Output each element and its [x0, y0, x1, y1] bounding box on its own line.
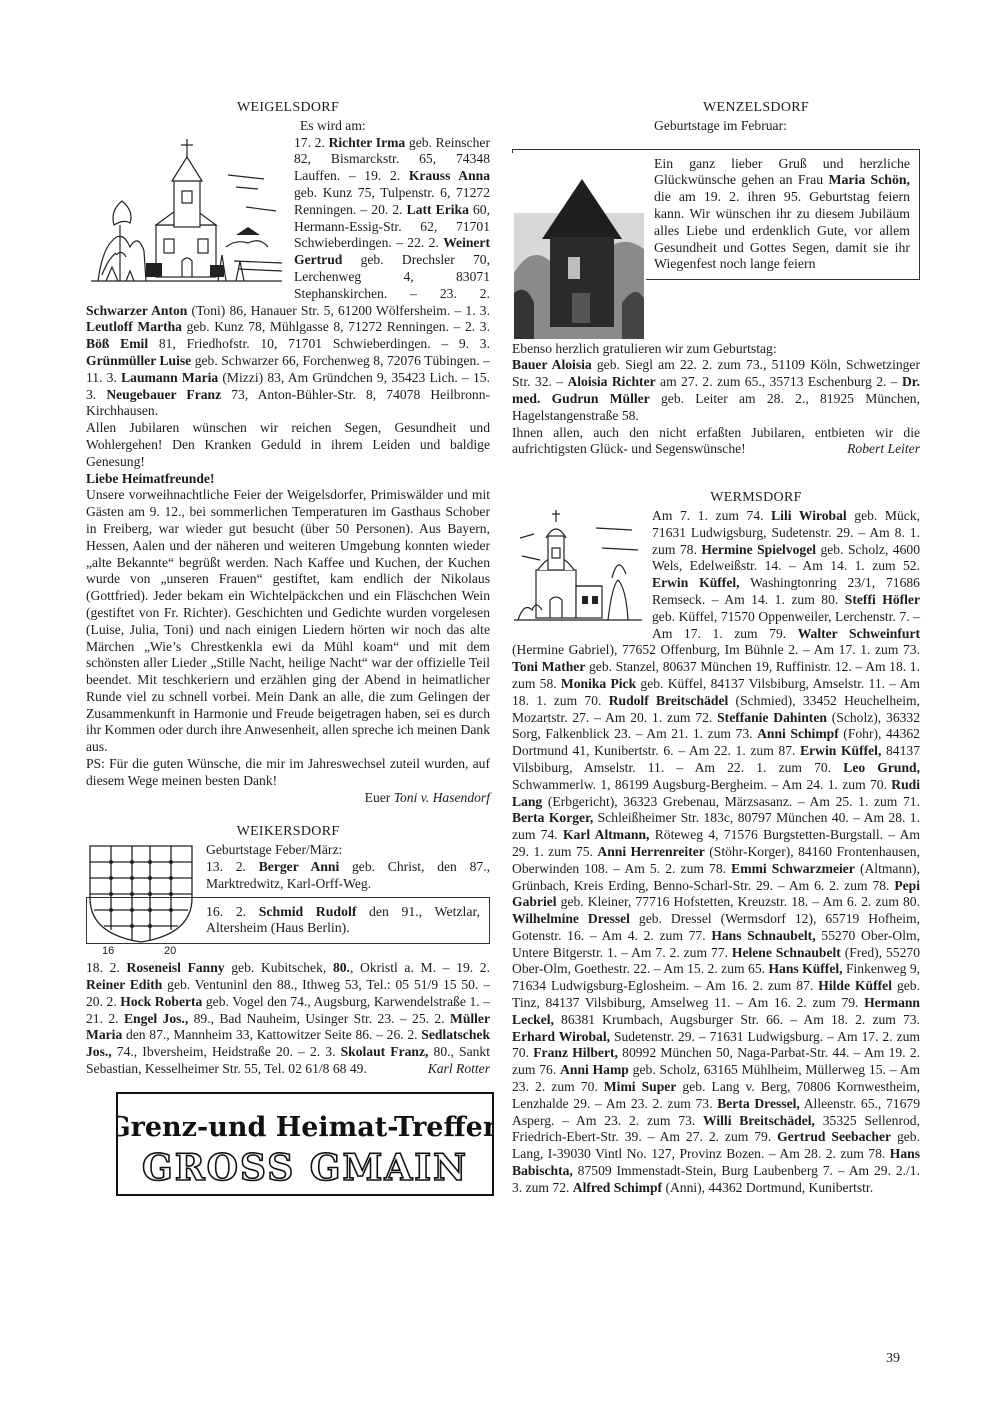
weigelsdorf-signature-line	[86, 790, 490, 807]
wenzelsdorf-closing: Ihnen allen, auch den nicht erfaßten Jubilaren, entbieten wir die aufrichtigsten Glück- und Segenswünsche! Robert Leiter	[512, 424, 920, 457]
weikersdorf-intro: Geburtstage Feber/März:	[206, 842, 343, 858]
wenzelsdorf-section	[512, 100, 920, 458]
weigelsdorf-heading: WEIGELSDORF	[236, 100, 340, 115]
weikersdorf-heading: WEIKERSDORF	[236, 824, 340, 840]
weikersdorf-crest	[86, 842, 196, 958]
weikersdorf-signature: Karl Rotter	[427, 1061, 490, 1077]
wenzelsdorf-signature: Robert Leiter	[847, 441, 920, 457]
banner-artwork	[118, 1094, 492, 1194]
weigelsdorf-section	[86, 100, 490, 806]
wermsdorf-birthday-list: Am 7. 1. zum 74. Lili Wirobal geb. Mück, 71631 Ludwigsburg, Sudetenstr. 29. – Am 8. 1. zum 78. Hermine Spielvogel geb. Scholz, 4600 Wels, Edelweißstr. 14. – Am 14. 1. zum 52. Erwin Küffel, Washingtonring 23/1, 71686 Remseck. – Am 14. 1. zum 80. Steffi Höfler geb. Küffel, 71570 Oppenweiler, Lerchenstr. 7. – Am 17. 1. zum 79. Walter Schweinfurt (Hermine Gabriel), 77652 Offenburg, Im Bühnle 2. – Am 17. 1. zum 73. Toni Mather geb. Stanzel, 80637 München 19, Ruffinistr. 12. – Am 18. 1. zum 58. Monika Pick geb. Küffel, 84137 Vilsbiburg, Amselstr. 11. – Am 18. 1. zum 70. Rudolf Breitschädel (Schmied), 33452 Heuchelheim, Mozartstr. 27. – Am 20. 1. zum 72. Steffanie Dahinten (Scholz), 36332 Sorg, Falkenblick 23. – Am 21. 1. zum 73. Anni Schimpf (Fohr), 44362 Dortmund 41, Kunibertstr. 6. – Am 22. 1. zum 87. Erwin Küffel, 84137 Vilsbiburg, Amselstr. 11. – Am 22. 1. zum 70. Leo Grund, Schwammerlw. 1, 86199 Augsburg-Bergheim. – Am 24. 1. zum 70. Rudi Lang (Erbgericht), 36323 Grebenau, Märzsasanz. – Am 25. 1. zum 71. Berta Korger, Schleißheimer Str. 183c, 80797 München 40. – Am 28. 1. zum 74. Karl Altmann, Röteweg 4, 71576 Burgstetten-Burgstall. – Am 29. 1. zum 75. Anni Herrenreiter (Stöhr-Korger), 84160 Frontenhausen, Oberwinden 108. – Am 5. 2. zum 78. Emmi Schwarzmeier (Altmann), Grünbach, Kreis Erding, Benno-Scharl-Str. 29. – Am 6. 2. zum 78. Pepi Gabriel geb. Kleiner, 77716 Hofstetten, Kreuzstr. 18. – Am 6. 2. zum 80. Wilhelmine Dressel geb. Dressel (Wermsdorf 12), 65719 Hofheim, Gotenstr. 16. – Am 4. 2. zum 77. Hans Schnaubelt, 55270 Ober-Olm, Untere Bitgerstr. 1. – Am 7. 2. zum 77. Helene Schnaubelt (Fred), 55270 Ober-Olm, Goethestr. 22. – Am 15. 2. zum 65. Hans Küffel, Finkenweg 9, 71634 Ludwigsburg-Eglosheim. – Am 16. 2. zum 87. Hilde Küffel geb. Tinz, 84137 Vilsbiburg, Amselweg 11. – Am 16. 2. zum 79. Hermann Leckel, 86381 Krumbach, Augsburger Str. 66. – Am 18. 2. zum 73. Erhard Wirobal, Sudetenstr. 29. – 71631 Ludwigsburg. – Am 17. 2. zum 70. Franz Hilbert, 80992 München 50, Naga-Parbat-Str. 44. – Am 19. 2. zum 76. Anni Hamp geb. Scholz, 63165 Mühlheim, Müllerweg 15. – Am 23. 2. zum 70. Mimi Super geb. Lang v. Berg, 70806 Kornwestheim, Lenzhalde 29. – Am 23. 2. zum 73. Berta Dressel, Alleenstr. 65., 71679 Asperg. – Am 23. 2. zum 73. Willi Breitschädel, 35325 Sellenrod, Friedrich-Ebert-Str. 39. – Am 27. 2. zum 79. Gertrud Seebacher geb. Lang, I-39030 Vintl No. 127, Provinz Bozen. – Am 28. 2. zum 78. Hans Babischta, 87509 Immenstadt-Stein, Burg Laubenberg 7. – Am 29. 2./1. 3. zum 72. Alfred Schimpf (Anni), 44362 Dortmund, Kunibertstr.	[512, 507, 921, 1195]
weikersdorf-top	[86, 842, 490, 960]
weigelsdorf-wishes: Allen Jubilaren wünschen wir reichen Segen, Gesundheit und Wohlergehen! Den Kranken Geduld in ihrem Leiden und baldige Genesung!	[86, 420, 490, 469]
wenzelsdorf-highlight-box: Ein ganz lieber Gruß und herzliche Glückwünsche gehen an Frau Maria Schön, die am 19. 2. ihren 95. Geburtstag feiern kann. Wir wünschen ihr zu diesem Jubiläum alles Liebe und erdenklich Gute, vor allem Gesundheit und Gottes Segen, damit sie ihr Wiegenfest noch lange feiern	[512, 149, 920, 281]
wenzelsdorf-heading: WENZELSDORF	[703, 100, 809, 115]
banner-line-2: GROSS GMAIN	[141, 1146, 469, 1189]
weigelsdorf-signature-prefix: Euer	[364, 789, 394, 805]
weikersdorf-highlight-box: 16. 2. Schmid Rudolf den 91., Wetzlar, Altersheim (Haus Berlin).	[86, 897, 490, 945]
grenz-heimat-treffen-banner	[116, 1092, 494, 1196]
wermsdorf-church-illustration	[512, 508, 644, 624]
page-number: 39	[886, 1351, 900, 1366]
crest-year-left: 16	[102, 945, 115, 958]
wermsdorf-section	[512, 490, 920, 1196]
weigelsdorf-intro: Es wird am:	[300, 117, 366, 133]
weigelsdorf-church-illustration	[86, 135, 286, 287]
crest-year-right: 20	[164, 945, 177, 958]
right-column	[512, 100, 920, 1197]
weigelsdorf-signature: Toni v. Hasendorf	[393, 789, 490, 805]
weikersdorf-section	[86, 824, 490, 1077]
banner-line-1: Grenz-und Heimat-Treffen	[118, 1111, 492, 1143]
left-column	[86, 100, 490, 1196]
weigelsdorf-birthday-list: 17. 2. Richter Irma geb. Reinscher 82, Bismarckstr. 65, 74348 Lauffen. – 19. 2. Krauss Anna geb. Kunz 75, Tulpenstr. 6, 71272 Renningen. – 20. 2. Latt Erika 60, Hermann-Essig-Str. 62, 71701 Schwieberdingen. – 22. 2. Weinert Gertrud geb. Drechsler 70, Lerchenweg 4, 83071 Stephanskirchen. – 23. 2. Schwarzer Anton (Toni) 86, Hanauer Str. 5, 61200 Wölfersheim. – 1. 3. Leutloff Martha geb. Kunz 78, Mühlgasse 8, 71272 Renningen. – 2. 3. Böß Emil 81, Friedhofstr. 10, 71701 Schwieberdingen. – 9. 3. Grünmüller Luise geb. Schwarzer 66, Forchenweg 8, 72076 Tübingen. – 11. 3. Laumann Maria (Mizzi) 83, Am Gründchen 9, 35423 Lich. – 15. 3. Neugebauer Franz 73, Anton-Bühler-Str. 8, 74078 Heilbronn-Kirchhausen.	[86, 134, 491, 419]
weigelsdorf-birthdays	[86, 135, 490, 421]
weikersdorf-birthday-list: 18. 2. Roseneisl Fanny geb. Kubitschek, 80., Okristl a. M. – 19. 2. Reiner Edith geb. Ventuninl den 88., Ithweg 53, Tel.: 05 51/9 15 50. – 20. 2. Hock Roberta geb. Vogel den 74., Augsburg, Karwendelstraße 1. – 21. 2. Engel Jos., 89., Bad Nauheim, Usinger Str. 23. – 25. 2. Müller Maria den 87., Mannheim 33, Kattowitzer Seite 86. – 26. 2. Sedlatschek Jos., 74., Ibversheim, Heidstraße 20. – 2. 3. Skolaut Franz, 80., Sankt Sebastian, Kesselheimer Str. 55, Tel. 02 61/8 68 49. Karl Rotter	[86, 960, 491, 1077]
weikersdorf-first-birthday: 13. 2. Berger Anni geb. Christ, den 87., Marktredwitz, Karl-Orff-Weg.	[206, 859, 490, 891]
weigelsdorf-ps: PS: Für die guten Wünsche, die mir im Jahreswechsel zuteil wurden, auf diesem Wege meinen besten Dank!	[86, 756, 490, 788]
weigelsdorf-letter: Unsere vorweihnachtliche Feier der Weigelsdorfer, Primiswälder und mit Gästen am 9. 12., bei sommerlichen Temperaturen im Gasthaus Schober in Freiberg, war wieder gut besucht (über 50 Personen). Aus Bayern, Hessen, Aalen und der näheren und weiteren Umgebung konnten wieder „alte Bekannte“ begrüßt werden. Nach Kaffee und Kuchen, der Kuchen wurde von „unseren Frauen“ gestiftet, kam endlich der Nikolaus (Gottfried). Jeder bekam ein Wichtelpäckchen und ein Fläschchen Wein (gestiftet von Fr. Richter). Geschichten und Gedichte wurden vorgelesen (Luise, Julia, Toni) und nach einigen Liedern hörten wir noch das alte Märchen „Wie’s Chrestkenkla ewi da Mühl koam“ und mit dem schönsten aller Lieder „Stille Nacht, heilige Nacht“ war der offizielle Teil beendet. Mit teschkeriern und erzählen ging der Abend in heimatlicher Runde viel zu schnell vorbei. Mein Dank an alle, die zum Gelingen der Zusammenkunft in Harmonie und Freude beigetragen haben, sei es durch ihr Kommen oder durch ihre Anwesenheit, allen spreche ich meinen Dank aus.	[86, 487, 490, 755]
wenzelsdorf-birthday-list: Ebenso herzlich gratulieren wir zum Geburtstag: Bauer Aloisia geb. Siegl am 22. 2. zum 73., 51109 Köln, Schwetzinger Str. 32. – Aloisia Richter am 27. 2. zum 65., 35713 Eschenburg 2. – Dr. med. Gudrun Müller geb. Leiter am 28. 2., 81925 München, Hagelstangenstraße 58.	[512, 340, 920, 423]
wenzelsdorf-intro: Geburtstage im Februar:	[654, 117, 787, 133]
weigelsdorf-letter-heading: Liebe Heimatfreunde!	[86, 470, 215, 486]
wermsdorf-heading: WERMSDORF	[710, 490, 802, 506]
wenzelsdorf-chapel-photo	[512, 153, 646, 339]
